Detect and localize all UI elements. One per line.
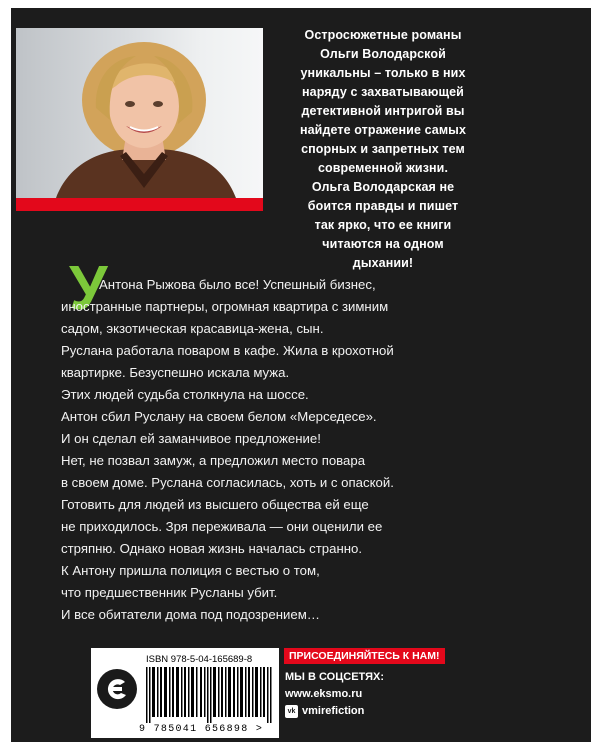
eksmo-logo-icon (96, 668, 138, 710)
blurb-line: читаются на одном (322, 237, 444, 251)
blurb-line: Ольги Володарской (320, 47, 446, 61)
blurb-line: спорных и запретных тем (301, 142, 465, 156)
story-line: в своем доме. Руслана согласилась, хоть и с опаской. (61, 475, 394, 490)
story-line: Готовить для людей из высшего общества ей еще (61, 497, 369, 512)
blurb-line: уникальны – только в них (300, 66, 466, 80)
author-photo (16, 28, 263, 198)
website-link[interactable]: www.eksmo.ru (285, 688, 363, 700)
blurb-line: дыхании! (352, 256, 414, 270)
barcode-number: 9 785041 656898 > (139, 724, 264, 735)
story-line: что предшественник Русланы убит. (61, 585, 278, 600)
vk-handle: vmirefiction (302, 705, 365, 717)
story-line: И все обитатели дома под подозрением… (61, 607, 320, 622)
blurb-line: наряду с захватывающей (302, 85, 464, 99)
vk-link[interactable] (285, 703, 384, 720)
story-line: иностранные партнеры, огромная квартира с зимним (61, 299, 389, 314)
isbn-text: ISBN 978-5-04-165689-8 (146, 654, 253, 665)
barcode-bars (146, 667, 272, 723)
story-line: Антона Рыжова было все! Успешный бизнес, (99, 277, 376, 292)
story-line: Антон сбил Руслану на своем белом «Мерседесе». (61, 409, 377, 424)
story-line: Руслана работала поваром в кафе. Жила в крохотной (61, 343, 394, 358)
blurb-line: Остросюжетные романы (304, 28, 462, 42)
accent-red-bar (16, 198, 263, 211)
barcode-panel (91, 648, 279, 738)
join-us-banner: ПРИСОЕДИНЯЙТЕСЬ К НАМ! (284, 648, 445, 664)
story-line: не приходилось. Зря переживала — они оценили ее (61, 519, 383, 534)
story-line: Нет, не позвал замуж, а предложил место повара (61, 453, 366, 468)
story-line: садом, экзотическая красавица-жена, сын. (61, 321, 324, 336)
author-blurb (273, 26, 493, 273)
back-cover (11, 8, 591, 742)
author-portrait-image (16, 28, 263, 198)
blurb-line: детективной интригой вы (301, 104, 465, 118)
blurb-line: так ярко, что ее книги (314, 218, 452, 232)
drop-cap-letter: У (69, 254, 108, 323)
story-synopsis (61, 274, 521, 626)
blurb-line: боится правды и пишет (307, 199, 459, 213)
story-line: И он сделал ей заманчивое предложение! (61, 431, 321, 446)
story-line: Этих людей судьба столкнула на шоссе. (61, 387, 309, 402)
vk-icon: vk (285, 705, 298, 718)
blurb-line: найдете отражение самых (299, 123, 467, 137)
social-networks-label: МЫ В СОЦСЕТЯХ: (285, 671, 385, 683)
story-line: К Антону пришла полиция с вестью о том, (61, 563, 320, 578)
blurb-line: Ольга Володарская не (311, 180, 455, 194)
story-line: стряпню. Однако новая жизнь началась странно. (61, 541, 363, 556)
blurb-line: современной жизни. (317, 161, 449, 175)
social-links (285, 669, 384, 720)
story-line: квартирке. Безуспешно искала мужа. (61, 365, 290, 380)
